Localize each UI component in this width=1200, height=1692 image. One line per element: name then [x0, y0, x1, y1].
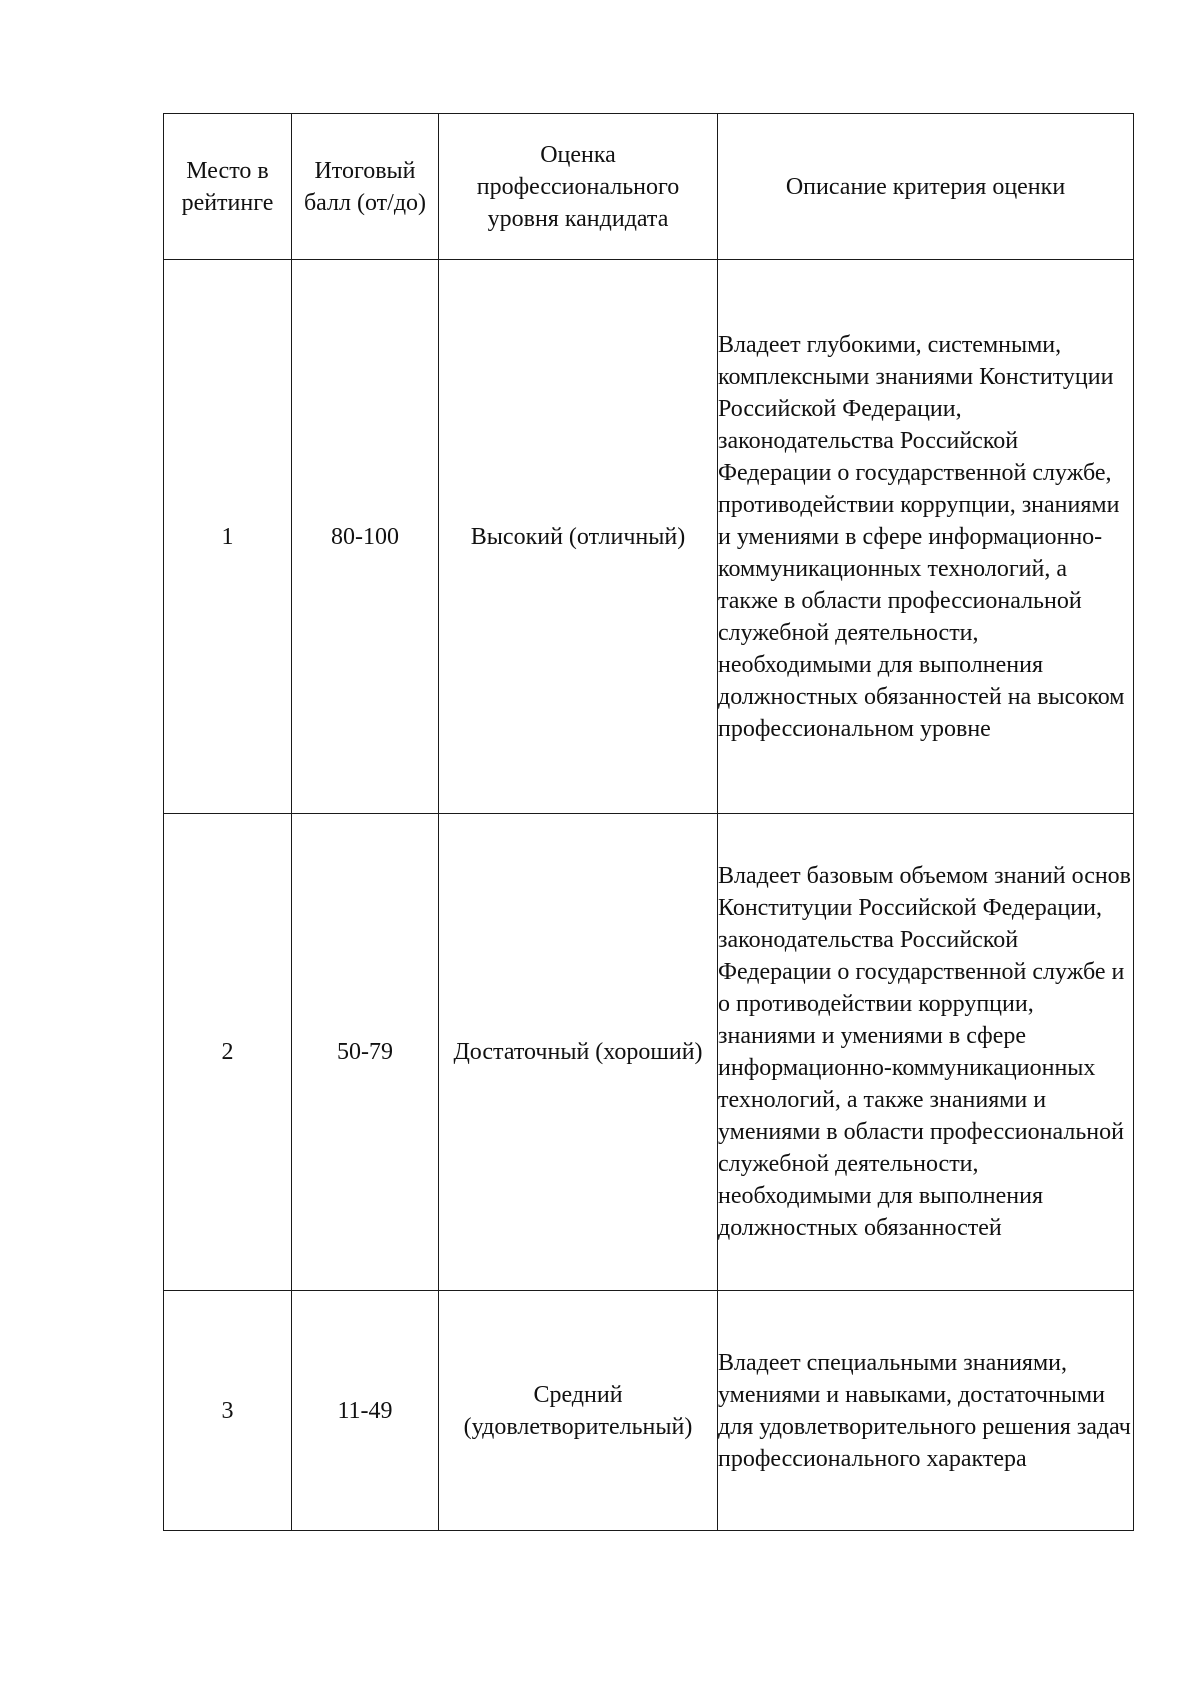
- cell-place: 1: [164, 260, 292, 814]
- cell-place: 3: [164, 1291, 292, 1531]
- cell-assessment: Средний (удовлетворительный): [439, 1291, 718, 1531]
- table-row: [164, 260, 1134, 814]
- cell-assessment: Достаточный (хороший): [439, 814, 718, 1291]
- rating-criteria-table: [163, 113, 1134, 1531]
- cell-score: 80-100: [292, 260, 439, 814]
- table-row: [164, 814, 1134, 1291]
- cell-score: 11-49: [292, 1291, 439, 1531]
- cell-assessment: Высокий (отличный): [439, 260, 718, 814]
- cell-description: Владеет глубокими, системными, комплексными знаниями Конституции Российской Федерации, законодательства Российской Федерации о государственной службе, противодействии коррупции, знаниями и умениями в сфере информационно-коммуникационных технологий, а также в области профессиональной служебной деятельности, необходимыми для выполнения должностных обязанностей на высоком профессиональном уровне: [718, 260, 1134, 814]
- cell-place: 2: [164, 814, 292, 1291]
- header-score: Итоговый балл (от/до): [292, 114, 439, 260]
- cell-description: Владеет базовым объемом знаний основ Конституции Российской Федерации, законодательства Российской Федерации о государственной службе и о противодействии коррупции, знаниями и умениями в сфере информационно-коммуникационных технологий, а также знаниями и умениями в области профессиональной служебной деятельности, необходимыми для выполнения должностных обязанностей: [718, 814, 1134, 1291]
- cell-description: Владеет специальными знаниями, умениями и навыками, достаточными для удовлетворительного решения задач профессионального характера: [718, 1291, 1134, 1531]
- table-header-row: [164, 114, 1134, 260]
- header-description: Описание критерия оценки: [718, 114, 1134, 260]
- header-place: Место в рейтинге: [164, 114, 292, 260]
- table-row: [164, 1291, 1134, 1531]
- cell-score: 50-79: [292, 814, 439, 1291]
- header-assessment: Оценка профессионального уровня кандидата: [439, 114, 718, 260]
